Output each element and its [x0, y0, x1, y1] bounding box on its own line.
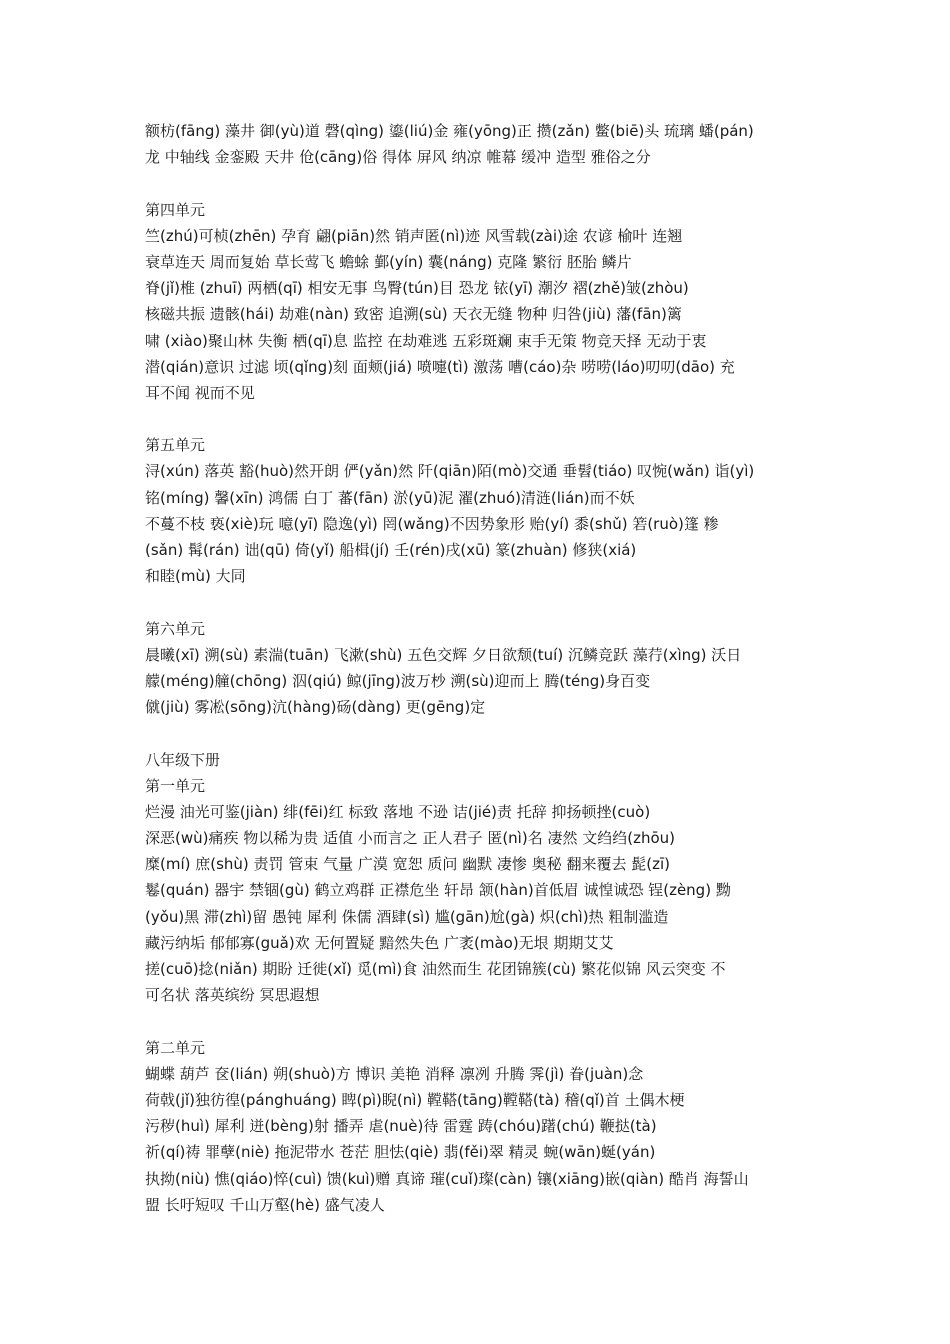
- text-line: 不蔓不枝 亵(xiè)玩 噫(yī) 隐逸(yì) 罔(wǎng)不因势象形 贻(yí) 黍(shǔ) 箬(ruò)篷 糁: [145, 514, 719, 533]
- text-line: 核磁共振 遗骸(hái) 劫难(nàn) 致密 追溯(sù) 天衣无缝 物种 归咎(jiù) 藩(fān)篱: [145, 305, 682, 324]
- text-line: 烂漫 油光可鉴(jiàn) 绯(fēi)红 标致 落地 不逊 诘(jié)责 托辞 抑扬顿挫(cuò): [145, 802, 651, 821]
- block-grade8-book2-unit-1: [145, 747, 825, 1009]
- text-line: 糜(mí) 庶(shù) 责罚 管束 气量 广漠 宽恕 质问 幽默 凄惨 奥秘 翻来覆去 髭(zī): [145, 855, 670, 874]
- block-unit-5: [145, 432, 825, 589]
- text-line: 藏污纳垢 郁郁寡(guǎ)欢 无何置疑 黯然失色 广袤(mào)无垠 期期艾艾: [145, 933, 614, 952]
- section-title: 第二单元: [145, 1038, 206, 1057]
- spacer: [145, 170, 825, 196]
- text-line: 龙 中轴线 金銮殿 天井 伧(cāng)俗 得体 屏风 纳凉 帷幕 缓冲 造型 雅俗之分: [145, 148, 651, 167]
- block-unit-4: [145, 197, 825, 407]
- text-line: 耳不闻 视而不见: [145, 383, 255, 402]
- text-line: 可名状 落英缤纷 冥思遐想: [145, 986, 320, 1005]
- block-grade8-book2-unit-2: [145, 1035, 825, 1218]
- text-line: 晨曦(xī) 溯(sù) 素湍(tuān) 飞漱(shù) 五色交辉 夕日欲颓(tuí) 沉鳞竞跃 藻荇(xìng) 沃日: [145, 645, 742, 664]
- text-line: 鬈(quán) 器宇 禁锢(gù) 鹤立鸡群 正襟危坐 轩昂 颔(hàn)首低眉 诚惶诚恐 锃(zèng) 黝: [145, 881, 731, 900]
- text-line: (yǒu)黑 滞(zhì)留 愚钝 犀利 侏儒 酒肆(sì) 尴(gān)尬(gà) 炽(chì)热 粗制滥造: [145, 907, 669, 926]
- block-unit-6: [145, 616, 825, 721]
- text-line: 执拗(niù) 憔(qiáo)悴(cuì) 馈(kuì)赠 真谛 璀(cuǐ)璨(càn) 镶(xiāng)嵌(qiàn) 酷肖 海誓山: [145, 1169, 749, 1188]
- text-line: 啸 (xiào)聚山林 失衡 栖(qī)息 监控 在劫难逃 五彩斑斓 束手无策 物竞天择 无动于衷: [145, 331, 707, 350]
- text-line: 污秽(huì) 犀利 迸(bèng)射 播弄 虐(nuè)待 雷霆 踌(chóu)躇(chú) 鞭挞(tà): [145, 1117, 657, 1136]
- text-line: 僦(jiù) 雾凇(sōng)沆(hàng)砀(dàng) 更(gēng)定: [145, 698, 486, 717]
- text-line: 浔(xún) 落英 豁(huò)然开朗 俨(yǎn)然 阡(qiān)陌(mò)交通 垂髫(tiáo) 叹惋(wǎn) 诣(yì): [145, 462, 755, 481]
- text-line: 衰草连天 周而复始 草长莺飞 蟾蜍 鄞(yín) 囊(náng) 克隆 繁衍 胚胎 鳞片: [145, 252, 632, 271]
- text-line: (sǎn) 髯(rán) 诎(qū) 倚(yǐ) 船楫(jí) 壬(rén)戌(xū) 篆(zhuàn) 修狭(xiá): [145, 541, 637, 559]
- text-line: 蝴蝶 葫芦 奁(lián) 朔(shuò)方 博识 美艳 消释 凛冽 升腾 霁(jì) 眷(juàn)念: [145, 1064, 644, 1083]
- spacer: [145, 406, 825, 432]
- text-line: 潜(qián)意识 过滤 顷(qǐng)刻 面颊(jiá) 喷嚏(tì) 激荡 嘈(cáo)杂 唠唠(láo)叨叨(dāo) 充: [145, 357, 735, 376]
- text-line: 竺(zhú)可桢(zhēn) 孕育 翩(piān)然 销声匿(nì)迹 风雪载(zài)途 农谚 榆叶 连翘: [145, 226, 683, 245]
- text-line: 艨(méng)艟(chōng) 泅(qiú) 鲸(jīng)波万杪 溯(sù)迎而上 腾(téng)身百变: [145, 671, 651, 690]
- section-title: 第六单元: [145, 619, 206, 638]
- spacer: [145, 720, 825, 746]
- text-line: 盟 长吁短叹 千山万壑(hè) 盛气凌人: [145, 1195, 385, 1214]
- document-page: [145, 118, 825, 1218]
- block-0: [145, 118, 825, 170]
- section-title: 第五单元: [145, 436, 206, 455]
- text-line: 搓(cuō)捻(niǎn) 期盼 迁徙(xǐ) 觅(mì)食 油然而生 花团锦簇(cù) 繁花似锦 风云突变 不: [145, 960, 726, 978]
- text-line: 铭(míng) 馨(xīn) 鸿儒 白丁 蕃(fān) 淤(yū)泥 濯(zhuó)清涟(lián)而不妖: [145, 488, 635, 507]
- text-line: 荷戟(jǐ)独彷徨(pánghuáng) 睥(pì)睨(nì) 鞺鞳(tāng)鞺鞳(tà) 稽(qǐ)首 土偶木梗: [145, 1090, 685, 1109]
- book-title: 八年级下册: [145, 750, 221, 769]
- section-title: 第一单元: [145, 776, 206, 795]
- text-line: 祈(qí)祷 罪孽(niè) 拖泥带水 苍茫 胆怯(qiè) 翡(fěi)翠 精灵 蜿(wān)蜒(yán): [145, 1143, 656, 1162]
- text-line: 深恶(wù)痛疾 物以稀为贵 适值 小而言之 正人君子 匿(nì)名 凄然 文绉绉(zhōu): [145, 829, 676, 848]
- section-title: 第四单元: [145, 200, 206, 219]
- text-line: 脊(jǐ)椎 (zhuī) 两栖(qī) 相安无事 鸟臀(tún)目 恐龙 铱(yī) 潮汐 褶(zhě)皱(zhòu): [145, 279, 689, 298]
- spacer: [145, 589, 825, 615]
- text-line: 和睦(mù) 大同: [145, 567, 246, 586]
- spacer: [145, 1008, 825, 1034]
- text-line: 额枋(fāng) 藻井 御(yù)道 磬(qìng) 鎏(liú)金 雍(yōng)正 攒(zǎn) 鳖(biē)头 琉璃 蟠(pán): [145, 122, 754, 140]
